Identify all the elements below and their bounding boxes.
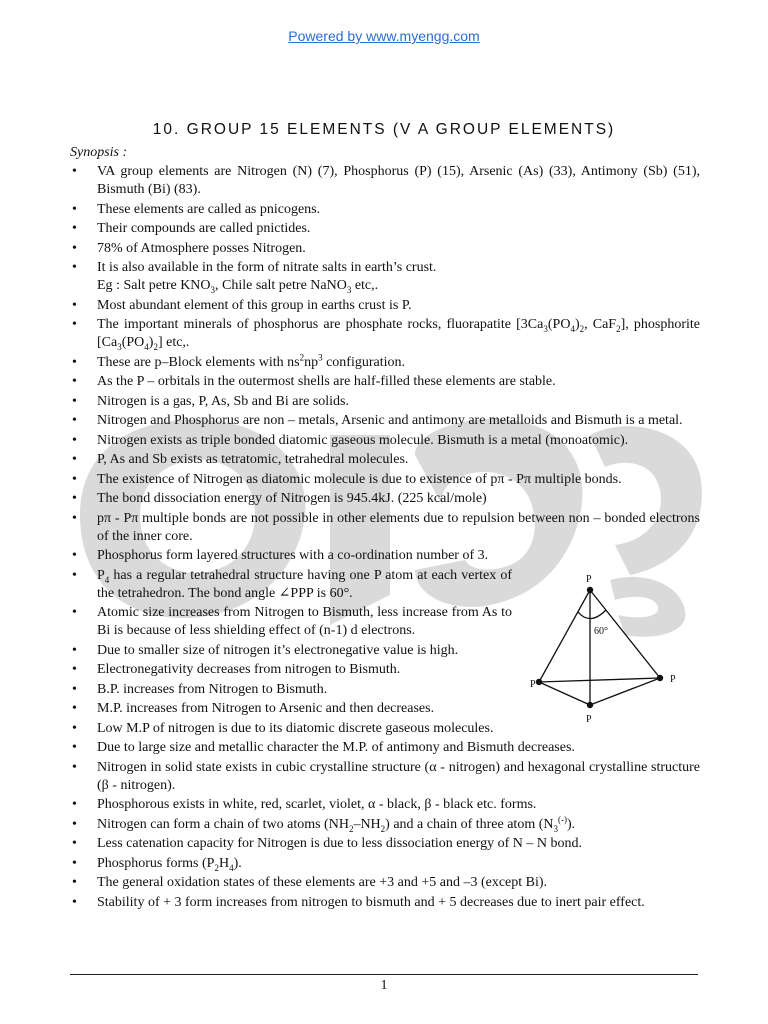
atom-label-left: P [530,679,536,690]
bullet-text: Less catenation capacity for Nitrogen is due to less dissociation energy of N – N bond. [97,836,582,851]
bullet-item [70,316,700,352]
atom-dot [587,587,593,593]
bullet-text: VA group elements are Nitrogen (N) (7), Phosphorus (P) (15), Arsenic (As) (33), Antimony (Sb) (51), Bismuth (Bi) (83). [97,164,700,197]
bullet-text: P, As and Sb exists as tetratomic, tetrahedral molecules. [97,452,409,467]
bullet-text: The existence of Nitrogen as diatomic molecule is due to existence of pπ - Pπ multiple bonds. [97,471,622,487]
page-title: 10. GROUP 15 ELEMENTS (V A GROUP ELEMENTS) [152,121,616,138]
bullet-list [70,163,700,913]
bullet-text: Nitrogen and Phosphorus are non – metals, Arsenic and antimony are metalloids and Bismuth is a metal. [97,413,683,428]
bullet-item [70,471,700,489]
bullet-text: Phosphorous exists in white, red, scarlet, violet, α - black, β - black etc. forms. [97,797,537,812]
bond-line [539,590,590,682]
bond-line [539,678,660,682]
bullet-text: The bond dissociation energy of Nitrogen is 945.4kJ. (225 kcal/mole) [97,491,487,506]
bullet-text: Electronegativity decreases from nitrogen to Bismuth. [97,662,401,677]
angle-label: 60° [594,626,608,637]
bullet-text: Atomic size increases from Nitrogen to Bismuth, less increase from As to Bi is because of less shielding effect of (n-1) d electrons. [97,605,512,638]
bullet-item [70,874,700,892]
bullet-text: The general oxidation states of these elements are +3 and +5 and –3 (except Bi). [97,875,548,890]
bullet-item [70,567,512,603]
bullet-text: 78% of Atmosphere posses Nitrogen. [97,240,306,256]
bullet-text: Nitrogen can form a chain of two atoms $(NH_2-NH_2)$ and a chain of three atom $(N_3^{(-)})$. [97,813,576,834]
bullet-text: It is also available in the form of nitrate salts in earth’s crust. Eg : Salt petre $KNO_3$, Chile salt petre NaNO$_3$ etc,. [97,260,437,295]
bullet-item [70,661,512,679]
bullet-item [70,739,700,757]
bullet-text: Nitrogen in solid state exists in cubic crystalline structure (α - nitrogen) and hexagonal crystalline structure (β - nitrogen). [97,759,700,793]
bullet-item [70,297,700,315]
bullet-text: Nitrogen is a gas, P, As, Sb and Bi are solids. [97,393,349,409]
bullet-item [70,240,700,258]
atom-label-top: P [586,574,592,585]
bullet-item [70,412,700,430]
bullet-text: These elements are called as pnicogens. [97,201,321,217]
bullet-item [70,432,700,450]
bullet-text: Due to large size and metallic character the M.P. of antimony and Bismuth decreases. [97,740,575,755]
bullet-text: $P_4$ has a regular tetrahedral structure having one P atom at each vertex of the tetrahedron. The bond angle ∠PPP is 60°. [97,567,512,601]
bullet-item [70,855,700,873]
atom-label-right: P [670,674,676,685]
bullet-item [70,759,700,795]
bullet-text: pπ - Pπ multiple bonds are not possible in other elements due to repulsion between non – bonded electrons of the inner core. [97,510,700,544]
bullet-item [70,642,512,660]
atom-dot [657,675,663,681]
bullet-item [70,813,700,834]
angle-arc [578,610,606,619]
bond-line [539,682,590,705]
bullet-item [70,393,700,411]
powered-by-link[interactable]: Powered by www.myengg.com [288,28,480,44]
bullet-item [70,451,700,469]
bullet-text: Nitrogen exists as triple bonded diatomic gaseous molecule. Bismuth is a metal (monoatomic). [97,432,629,448]
bullet-item [70,373,700,391]
bond-line [590,678,660,705]
bullet-text: Phosphorus forms $(P_2H_4)$. [97,855,242,873]
bullet-text: Most abundant element of this group in earths crust is P. [97,297,412,313]
bullet-text: Stability of + 3 form increases from nitrogen to bismuth and + 5 decreases due to inert pair effect. [97,894,645,910]
bullet-text: Due to smaller size of nitrogen it’s electronegative value is high. [97,642,459,658]
bullet-text: These are p–Block elements with $ns^2np^3$ configuration. [97,351,405,370]
bullet-item [70,894,700,912]
synopsis-label: Synopsis : [70,145,128,160]
bullet-item [70,163,700,199]
bullet-item [70,351,700,372]
bullet-text: The important minerals of phosphorus are phosphate rocks, fluorapatite [$3Ca_3(PO_4)_2$, CaF$_2$], phosphorite $[Ca_3(PO_4)_2]$ etc,. [97,317,701,352]
bullet-text: M.P. increases from Nitrogen to Arsenic and then decreases. [97,701,435,716]
bullet-item [70,510,700,546]
bullet-item [70,604,512,640]
bullet-text: Low M.P of nitrogen is due to its diatomic discrete gaseous molecules. [97,720,494,736]
bullet-item [70,796,700,814]
bullet-item [70,835,700,853]
bullet-item [70,259,700,295]
atom-dot [587,702,593,708]
atom-label-bottom: P [586,714,592,725]
bullet-item [70,547,512,565]
bullet-text: Phosphorus form layered structures with a co-ordination number of 3. [97,548,489,563]
footer-rule [70,974,698,975]
bullet-item [70,201,700,219]
bullet-item [70,220,700,238]
tetrahedral-p4-diagram [522,570,682,730]
atom-dot [536,679,542,685]
bullet-text: Their compounds are called pnictides. [97,221,311,236]
bullet-item [70,490,700,508]
page-number: 1 [380,978,388,993]
bullet-text: As the P – orbitals in the outermost shells are half-filled these elements are stable. [97,374,556,389]
bullet-text: B.P. increases from Nitrogen to Bismuth. [97,681,328,697]
